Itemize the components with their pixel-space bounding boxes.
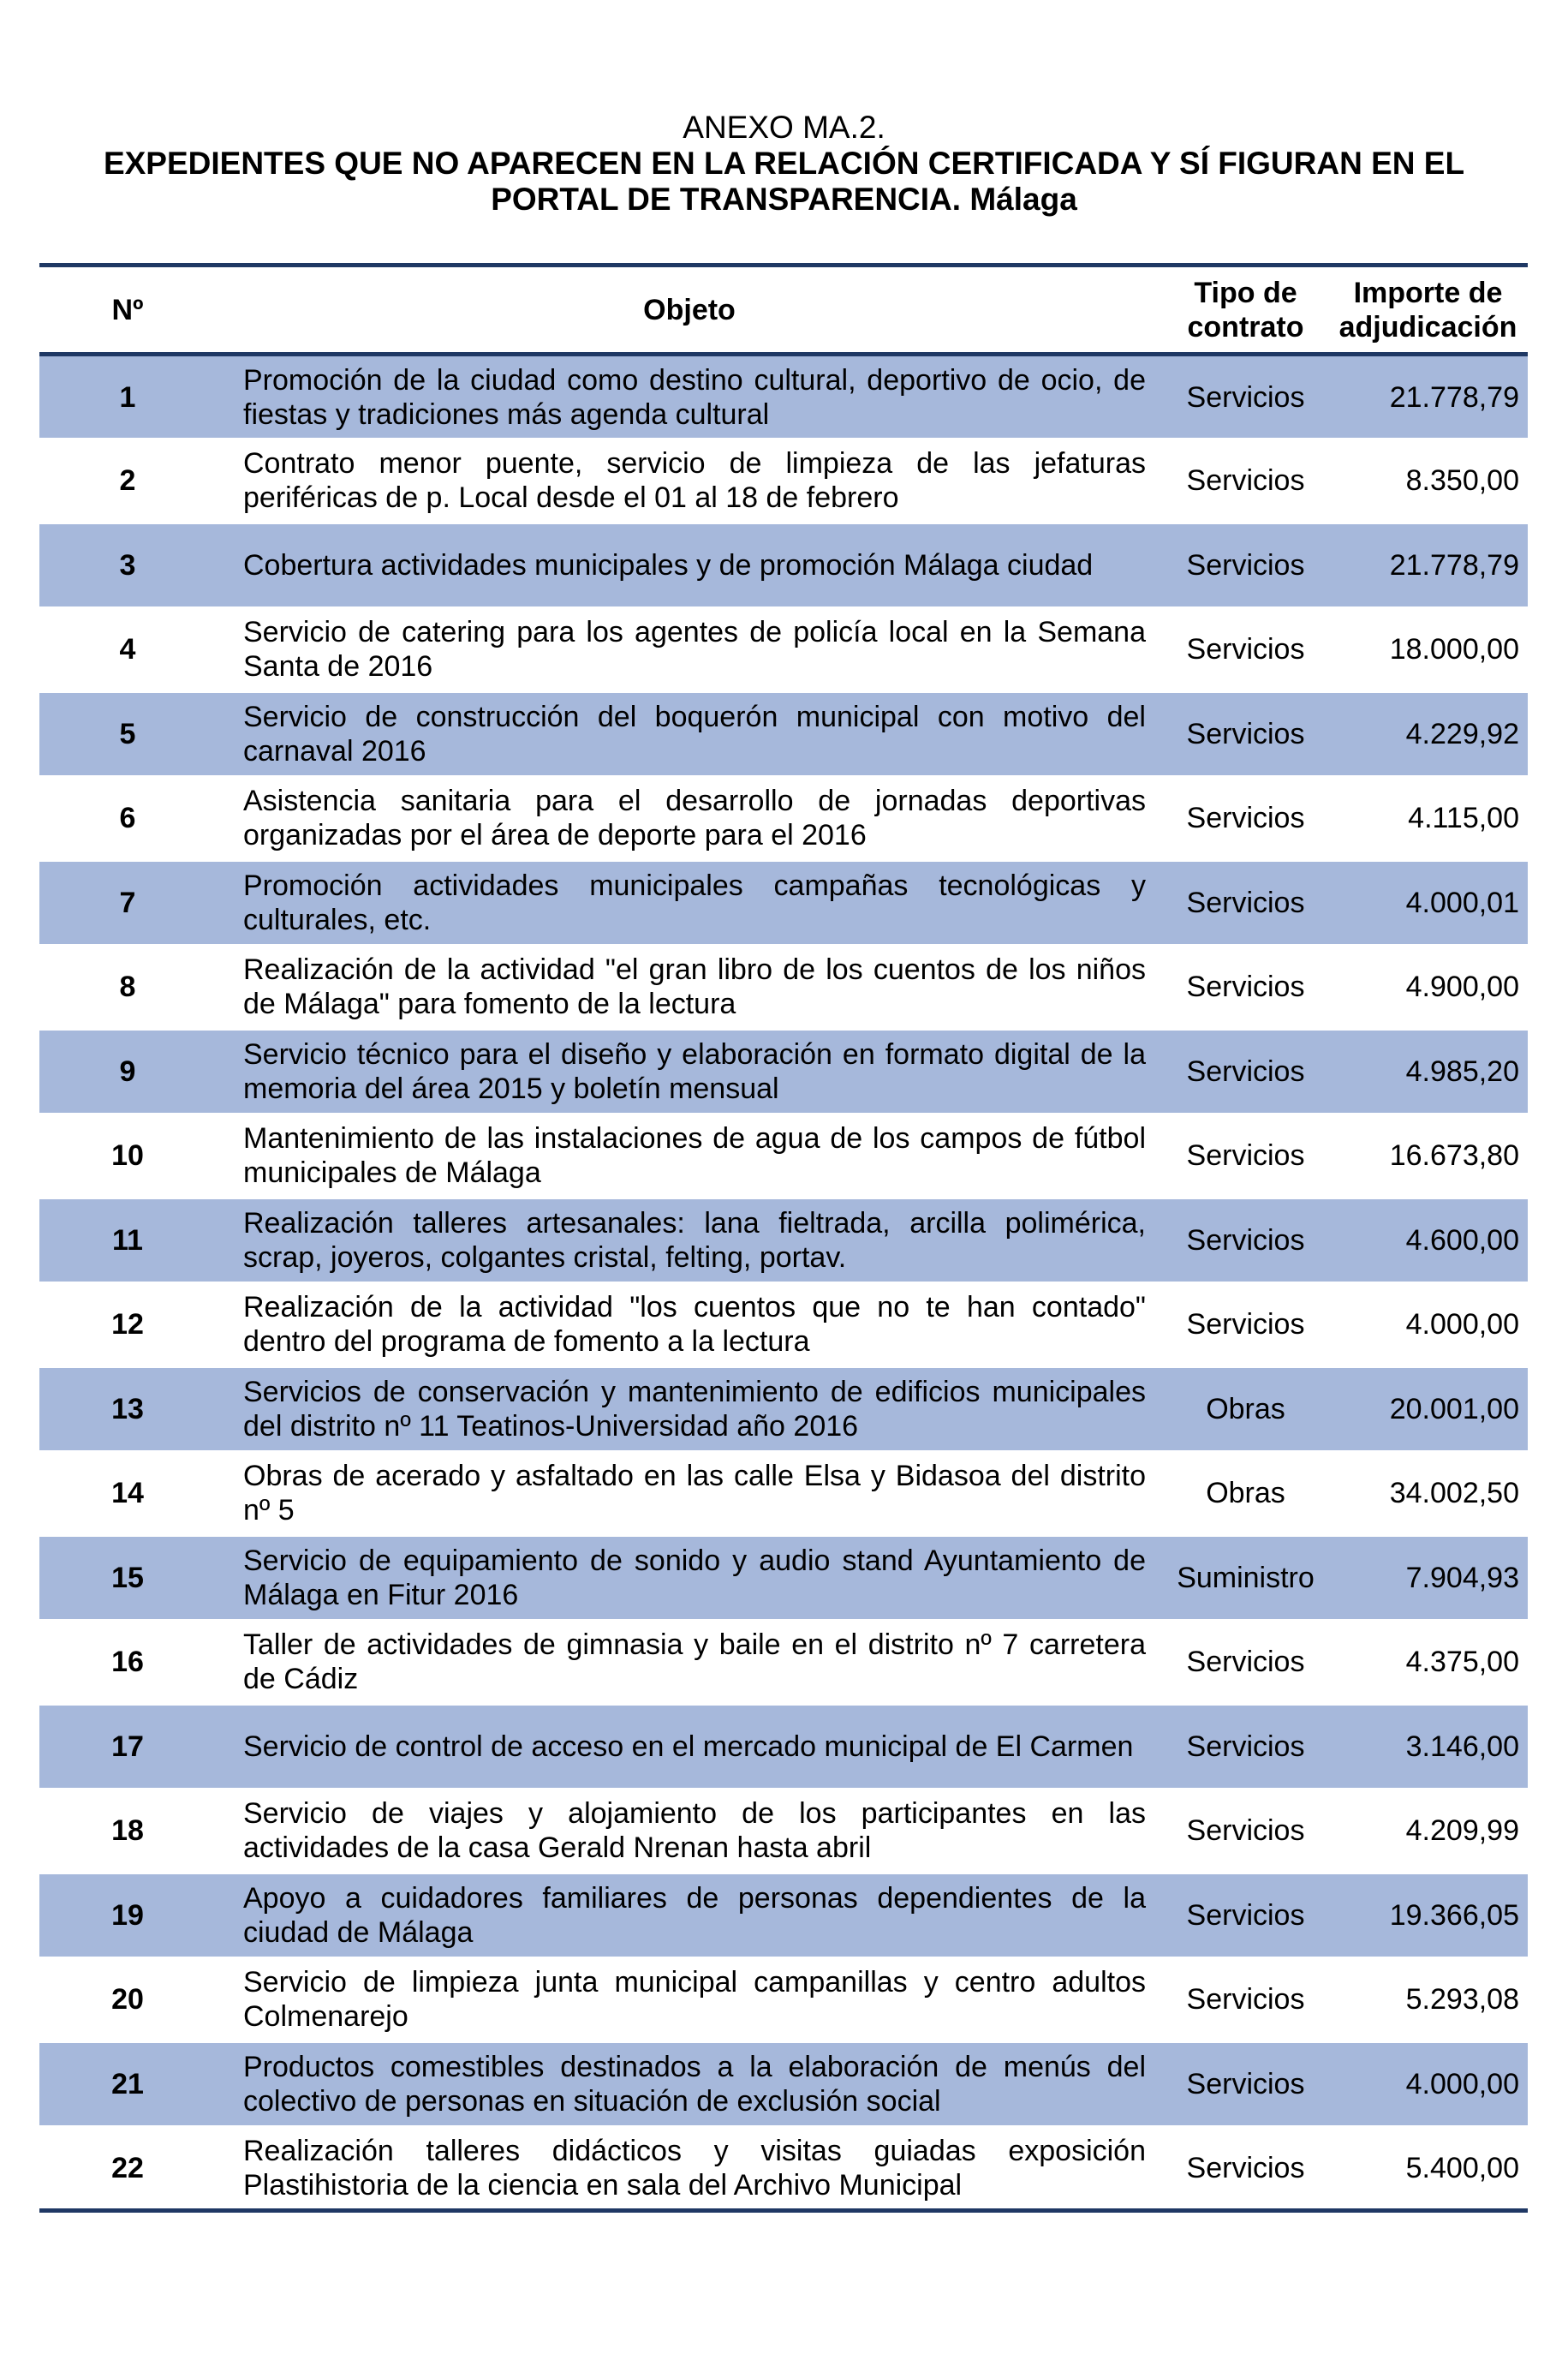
cell-tipo: Servicios <box>1163 1114 1328 1198</box>
table-row <box>39 1873 1528 1958</box>
cell-tipo: Servicios <box>1163 945 1328 1030</box>
cell-objeto: Obras de acerado y asfaltado en las calle Elsa y Bidasoa del distrito nº 5 <box>216 1451 1163 1536</box>
cell-num: 7 <box>39 861 216 946</box>
cell-objeto: Productos comestibles destinados a la elaboración de menús del colectivo de personas en situación de exclusión social <box>216 2042 1163 2127</box>
cell-num: 21 <box>39 2042 216 2127</box>
table-row <box>39 1957 1528 2042</box>
cell-objeto: Servicio de control de acceso en el mercado municipal de El Carmen <box>216 1705 1163 1789</box>
cell-tipo: Obras <box>1163 1367 1328 1452</box>
table-header-row <box>39 266 1528 355</box>
cell-tipo: Servicios <box>1163 861 1328 946</box>
cell-num: 20 <box>39 1957 216 2042</box>
cell-objeto: Servicio de catering para los agentes de policía local en la Semana Santa de 2016 <box>216 607 1163 692</box>
table-row <box>39 607 1528 692</box>
cell-objeto: Servicio de limpieza junta municipal campanillas y centro adultos Colmenarejo <box>216 1957 1163 2042</box>
cell-importe: 5.400,00 <box>1328 2126 1528 2211</box>
table-row <box>39 945 1528 1030</box>
cell-num: 15 <box>39 1536 216 1621</box>
cell-num: 1 <box>39 355 216 439</box>
cell-importe: 4.115,00 <box>1328 776 1528 861</box>
table-row <box>39 1536 1528 1621</box>
header-tipo <box>1163 266 1328 355</box>
cell-tipo: Suministro <box>1163 1536 1328 1621</box>
cell-tipo: Servicios <box>1163 776 1328 861</box>
header-importe-line1: Importe de <box>1353 276 1503 309</box>
cell-objeto: Cobertura actividades municipales y de promoción Málaga ciudad <box>216 523 1163 608</box>
table-row <box>39 776 1528 861</box>
cell-objeto: Realización talleres artesanales: lana fieltrada, arcilla polimérica, scrap, joyeros, colgantes cristal, felting, portav. <box>216 1198 1163 1283</box>
cell-importe: 4.209,99 <box>1328 1789 1528 1873</box>
cell-tipo: Servicios <box>1163 355 1328 439</box>
cell-tipo: Servicios <box>1163 1620 1328 1705</box>
cell-importe: 20.001,00 <box>1328 1367 1528 1452</box>
cell-importe: 7.904,93 <box>1328 1536 1528 1621</box>
cell-num: 18 <box>39 1789 216 1873</box>
cell-importe: 34.002,50 <box>1328 1451 1528 1536</box>
cell-tipo: Servicios <box>1163 1030 1328 1114</box>
cell-num: 14 <box>39 1451 216 1536</box>
cell-num: 12 <box>39 1282 216 1367</box>
table-body <box>39 355 1528 2211</box>
cell-objeto: Realización de la actividad "los cuentos que no te han contado" dentro del programa de fomento a la lectura <box>216 1282 1163 1367</box>
header-tipo-line2: contrato <box>1187 310 1304 344</box>
header-objeto: Objeto <box>643 293 736 326</box>
cell-tipo: Servicios <box>1163 1957 1328 2042</box>
cell-tipo: Servicios <box>1163 523 1328 608</box>
table-row <box>39 692 1528 777</box>
cell-objeto: Apoyo a cuidadores familiares de personas dependientes de la ciudad de Málaga <box>216 1873 1163 1958</box>
cell-num: 17 <box>39 1705 216 1789</box>
cell-num: 5 <box>39 692 216 777</box>
cell-tipo: Servicios <box>1163 2042 1328 2127</box>
table-row <box>39 1114 1528 1198</box>
cell-importe: 21.778,79 <box>1328 355 1528 439</box>
table-row <box>39 1367 1528 1452</box>
cell-importe: 4.600,00 <box>1328 1198 1528 1283</box>
cell-num: 2 <box>39 439 216 523</box>
expedientes-table <box>39 263 1528 2213</box>
cell-num: 11 <box>39 1198 216 1283</box>
cell-tipo: Servicios <box>1163 607 1328 692</box>
cell-objeto: Servicio técnico para el diseño y elaboración en formato digital de la memoria del área 2015 y boletín mensual <box>216 1030 1163 1114</box>
table-row <box>39 523 1528 608</box>
cell-objeto: Servicio de viajes y alojamiento de los participantes en las actividades de la casa Gerald Nrenan hasta abril <box>216 1789 1163 1873</box>
cell-tipo: Servicios <box>1163 1789 1328 1873</box>
cell-objeto: Asistencia sanitaria para el desarrollo de jornadas deportivas organizadas por el área de deporte para el 2016 <box>216 776 1163 861</box>
cell-objeto: Servicio de equipamiento de sonido y audio stand Ayuntamiento de Málaga en Fitur 2016 <box>216 1536 1163 1621</box>
cell-importe: 4.000,00 <box>1328 1282 1528 1367</box>
cell-objeto: Mantenimiento de las instalaciones de agua de los campos de fútbol municipales de Málaga <box>216 1114 1163 1198</box>
cell-objeto: Realización talleres didácticos y visitas guiadas exposición Plastihistoria de la ciencia en sala del Archivo Municipal <box>216 2126 1163 2211</box>
table-row <box>39 1789 1528 1873</box>
cell-tipo: Servicios <box>1163 1198 1328 1283</box>
cell-num: 9 <box>39 1030 216 1114</box>
cell-num: 4 <box>39 607 216 692</box>
cell-objeto: Contrato menor puente, servicio de limpieza de las jefaturas periféricas de p. Local desde el 01 al 18 de febrero <box>216 439 1163 523</box>
cell-importe: 4.000,00 <box>1328 2042 1528 2127</box>
table-row <box>39 861 1528 946</box>
cell-objeto: Realización de la actividad "el gran libro de los cuentos de los niños de Málaga" para fomento de la lectura <box>216 945 1163 1030</box>
cell-num: 16 <box>39 1620 216 1705</box>
header-importe <box>1328 266 1528 355</box>
document-title <box>0 110 1568 218</box>
table-row <box>39 439 1528 523</box>
cell-importe: 4.229,92 <box>1328 692 1528 777</box>
cell-objeto: Servicio de construcción del boquerón municipal con motivo del carnaval 2016 <box>216 692 1163 777</box>
annex-label: ANEXO MA.2. <box>683 110 885 145</box>
cell-importe: 4.000,01 <box>1328 861 1528 946</box>
cell-importe: 3.146,00 <box>1328 1705 1528 1789</box>
title-line-1: EXPEDIENTES QUE NO APARECEN EN LA RELACIÓN CERTIFICADA Y SÍ FIGURAN EN EL <box>103 146 1465 181</box>
cell-importe: 4.985,20 <box>1328 1030 1528 1114</box>
table-row <box>39 1451 1528 1536</box>
table-row <box>39 1705 1528 1789</box>
cell-importe: 21.778,79 <box>1328 523 1528 608</box>
header-tipo-line1: Tipo de <box>1194 276 1297 309</box>
cell-importe: 4.375,00 <box>1328 1620 1528 1705</box>
cell-num: 3 <box>39 523 216 608</box>
header-importe-line2: adjudicación <box>1338 310 1517 344</box>
cell-tipo: Servicios <box>1163 1873 1328 1958</box>
title-line-2: PORTAL DE TRANSPARENCIA. Málaga <box>491 182 1077 217</box>
cell-importe: 8.350,00 <box>1328 439 1528 523</box>
cell-tipo: Obras <box>1163 1451 1328 1536</box>
cell-objeto: Promoción actividades municipales campañas tecnológicas y culturales, etc. <box>216 861 1163 946</box>
cell-tipo: Servicios <box>1163 439 1328 523</box>
cell-num: 6 <box>39 776 216 861</box>
table-row <box>39 2126 1528 2211</box>
table-row <box>39 1620 1528 1705</box>
cell-objeto: Taller de actividades de gimnasia y baile en el distrito nº 7 carretera de Cádiz <box>216 1620 1163 1705</box>
cell-num: 19 <box>39 1873 216 1958</box>
cell-importe: 4.900,00 <box>1328 945 1528 1030</box>
table-row <box>39 2042 1528 2127</box>
cell-num: 13 <box>39 1367 216 1452</box>
table-row <box>39 355 1528 439</box>
cell-tipo: Servicios <box>1163 692 1328 777</box>
cell-importe: 18.000,00 <box>1328 607 1528 692</box>
cell-tipo: Servicios <box>1163 2126 1328 2211</box>
cell-objeto: Servicios de conservación y mantenimiento de edificios municipales del distrito nº 11 Teatinos-Universidad año 2016 <box>216 1367 1163 1452</box>
cell-tipo: Servicios <box>1163 1282 1328 1367</box>
cell-num: 8 <box>39 945 216 1030</box>
cell-importe: 19.366,05 <box>1328 1873 1528 1958</box>
cell-tipo: Servicios <box>1163 1705 1328 1789</box>
cell-importe: 5.293,08 <box>1328 1957 1528 2042</box>
table-row <box>39 1198 1528 1283</box>
cell-importe: 16.673,80 <box>1328 1114 1528 1198</box>
cell-num: 22 <box>39 2126 216 2211</box>
cell-num: 10 <box>39 1114 216 1198</box>
table-row <box>39 1282 1528 1367</box>
table-row <box>39 1030 1528 1114</box>
cell-objeto: Promoción de la ciudad como destino cultural, deportivo de ocio, de fiestas y tradiciones más agenda cultural <box>216 355 1163 439</box>
header-num: Nº <box>111 293 144 326</box>
